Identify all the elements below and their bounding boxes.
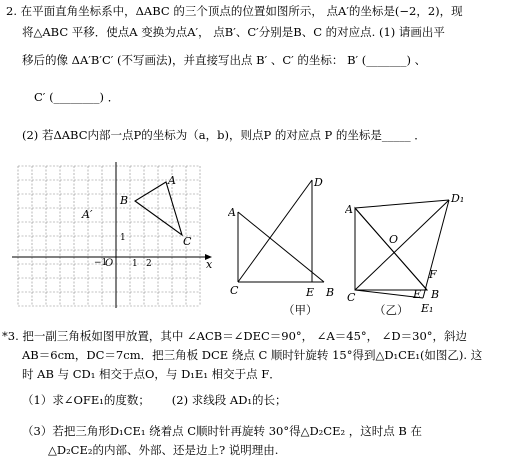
label-x: x — [206, 258, 213, 271]
coordinate-grid-figure — [8, 158, 218, 313]
caption-yi: （乙） — [374, 303, 409, 317]
p3-question-1-2: （1）求∠OFE₁的度数； (2) 求线段 AD₁的长； — [22, 393, 287, 407]
label-b: B — [431, 288, 440, 301]
label-a: A — [228, 206, 236, 219]
label-a: A — [345, 203, 353, 216]
p3-line-2: AB＝6cm，DC＝7cm．把三角板 DCE 绕点 C 顺时针旋转 15°得到△D₁CE₁(如图乙). 这 — [22, 348, 483, 362]
label-a: A — [168, 174, 176, 187]
label-c: C — [230, 284, 239, 297]
label-e: E — [306, 286, 315, 298]
label-b: B — [326, 286, 335, 298]
tick-1x: 1 — [132, 259, 138, 269]
p3-line-3: 时 AB 与 CD₁ 相交于点O，与 D₁E₁ 相交于点 F． — [22, 367, 281, 381]
figure-yi — [345, 188, 485, 318]
p3-question-3b: △D₂CE₂的内部、外部、还是边上? 说明理由. — [48, 443, 279, 457]
p2-line-3: 移后的像 ΔA′B′C′ (不写画法)，并直接写出点 B′ 、C′ 的坐标： B′ (_______) 、 — [22, 53, 427, 67]
label-d: D — [314, 176, 323, 189]
caption-jia: （甲） — [283, 303, 318, 317]
label-e: E — [413, 288, 422, 301]
tick-neg1: −1 — [94, 258, 108, 268]
label-a-prime: A′ — [82, 208, 93, 221]
label-c: C — [347, 291, 356, 304]
tick-1y: 1 — [120, 233, 126, 243]
label-o: O — [389, 233, 399, 246]
figure-jia — [228, 170, 353, 298]
triangle-abc — [135, 182, 182, 235]
p2-line-5: (2) 若ΔABC内部一点P的坐标为（a，b)，则点P 的对应点 P 的坐标是_____ ． — [22, 128, 426, 142]
label-c: C — [183, 235, 192, 248]
tick-2x: 2 — [146, 259, 152, 269]
label-d1: D₁ — [451, 192, 465, 205]
p2-line-2: 将△ABC 平移．使点A 变换为点A′， 点B′、C′分别是B、C 的对应点. (1) 请画出平 — [22, 25, 445, 39]
label-origin: O — [105, 258, 114, 269]
label-e1: E₁ — [421, 302, 434, 315]
p3-question-3a: （3）若把三角形D₁CE₁ 绕着点 C顺时针再旋转 30°得△D₂CE₂ ，这时点 B 在 — [22, 424, 422, 438]
p3-line-1: *3. 把一副三角板如图甲放置，其中 ∠ACB＝∠DEC＝90°， ∠A＝45°， ∠D＝30°，斜边 — [2, 329, 468, 343]
p2-line-1: 2. 在平面直角坐标系中，ΔABC 的三个顶点的位置如图所示， 点A′的坐标是(−2，2)，现 — [6, 4, 463, 18]
label-f: F — [429, 268, 437, 281]
p2-line-4: C′ (________) ． — [34, 90, 120, 104]
label-b: B — [120, 194, 129, 207]
